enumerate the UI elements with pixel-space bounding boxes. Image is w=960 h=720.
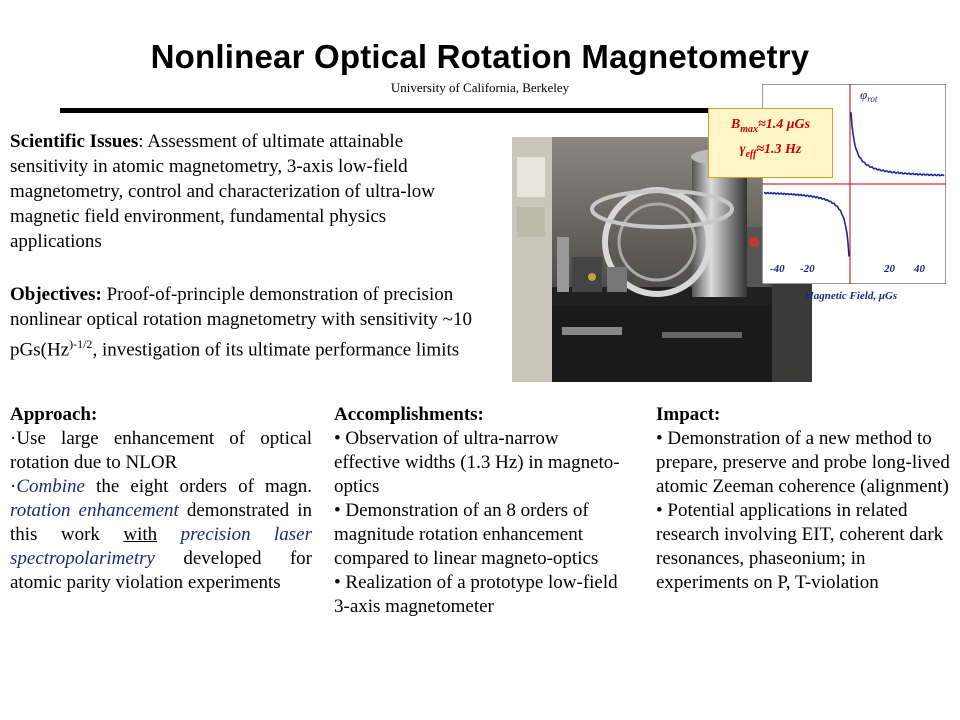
bullet-icon: · bbox=[10, 476, 17, 497]
impact-heading: Impact: bbox=[656, 404, 721, 425]
objectives-paragraph bbox=[10, 282, 495, 362]
xtick-label: 20 bbox=[884, 263, 895, 275]
scientific-issues-label: Scientific Issues bbox=[10, 131, 139, 152]
impact-column bbox=[656, 403, 956, 595]
approach-item: ·Use large enhancement of optical rotation due to NLOR bbox=[10, 428, 312, 473]
accomplishment-item: • Demonstration of an 8 orders of magnitude rotation enhancement compared to linear magneto-optics bbox=[334, 500, 599, 569]
scientific-issues-text: : Assessment of ultimate attainable sensitivity in atomic magnetometry, 3-axis low-field magnetometry, control and characterization of ultra-low magnetic field environment, fundamental physics applications bbox=[10, 131, 436, 252]
scientific-issues-paragraph bbox=[10, 129, 480, 254]
approach-column bbox=[10, 403, 312, 595]
xtick-label: -20 bbox=[800, 263, 815, 275]
objectives-text-after: , investigation of its ultimate performance limits bbox=[92, 339, 460, 361]
phi-label: $\varphi_{rot}$ bbox=[860, 87, 878, 104]
impact-item: • Potential applications in related research involving EIT, coherent dark resonances, phaseonium; in experiments on P, T-violation bbox=[656, 500, 944, 593]
impact-item: • Demonstration of a new method to prepare, preserve and probe long-lived atomic Zeeman coherence (alignment) bbox=[656, 428, 950, 497]
bullet-icon: · bbox=[10, 428, 17, 449]
bmax-label: $B_{max}\approx 1.4$ μGs bbox=[730, 117, 811, 135]
page-title: Nonlinear Optical Rotation Magnetometry bbox=[150, 38, 810, 75]
objectives-label: Objectives: bbox=[10, 284, 102, 305]
title-rule bbox=[60, 108, 760, 113]
xtick-label: -40 bbox=[770, 263, 785, 275]
approach-item: ·Combine the eight orders of magn. rotation enhancement demonstrated in this work with precision laser spectropolarimetry developed for atomic parity violation experiments bbox=[10, 476, 313, 593]
xtick-label: 40 bbox=[914, 263, 925, 275]
accomplishments-heading: Accomplishments: bbox=[334, 404, 484, 425]
affiliation: University of California, Berkeley bbox=[390, 80, 570, 95]
accomplishment-item: • Realization of a prototype low-field 3-axis magnetometer bbox=[334, 572, 618, 617]
objectives-sup: )-1/2 bbox=[69, 337, 93, 351]
approach-heading: Approach: bbox=[10, 404, 98, 425]
graph-x-axis-label: Magnetic Field, μGs bbox=[804, 290, 898, 302]
gamma-eff-label: $\gamma_{eff}\approx 1.3$ Hz bbox=[739, 141, 802, 160]
accomplishments-column bbox=[334, 403, 624, 619]
accomplishment-item: • Observation of ultra-narrow effective widths (1.3 Hz) in magneto-optics bbox=[334, 428, 620, 497]
objectives-text: Proof-of-principle demonstration of precision nonlinear optical rotation magnetometry with sensitivity ~10 pGs(Hz bbox=[10, 284, 472, 361]
parameter-box bbox=[708, 108, 833, 178]
